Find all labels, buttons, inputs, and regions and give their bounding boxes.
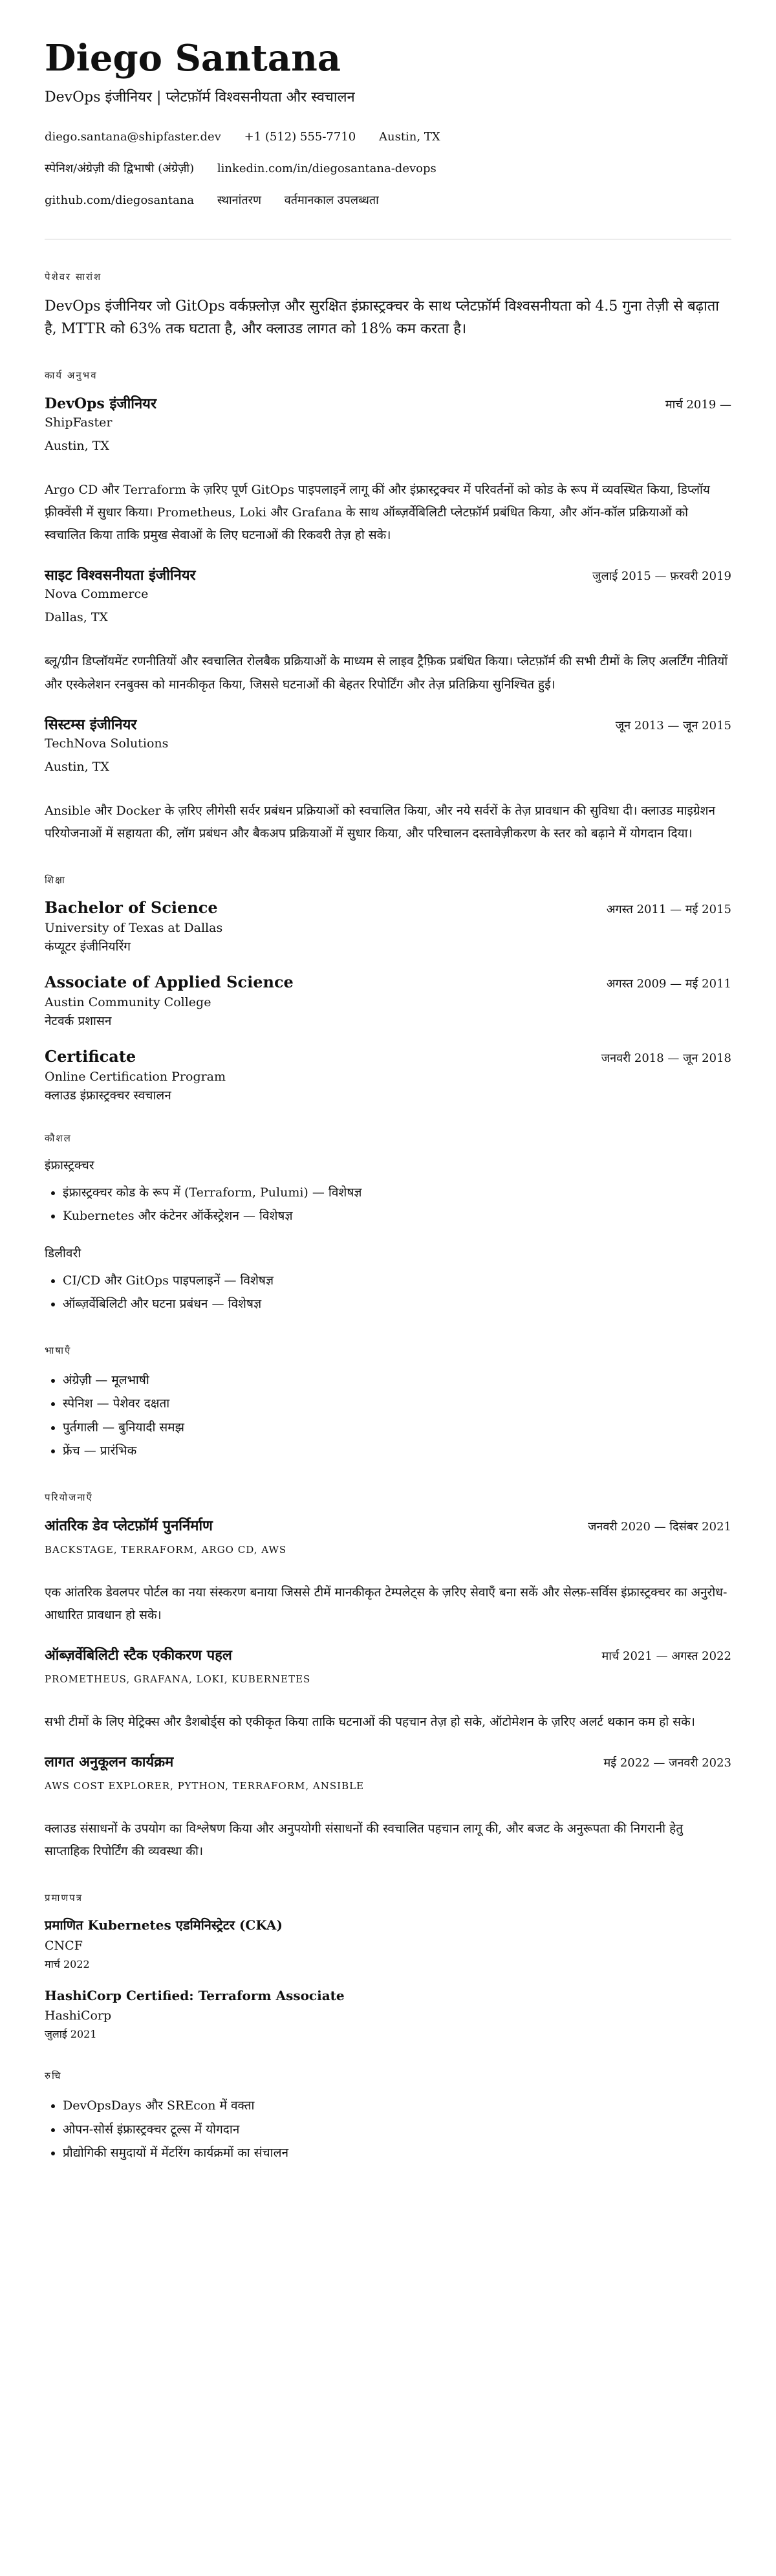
certification-name: HashiCorp Certified: Terraform Associate [45, 1988, 345, 2004]
contact-github[interactable]: github.com/diegosantana [45, 193, 195, 207]
education-degree: Associate of Applied Science [45, 972, 294, 991]
experience-location: Austin, TX [45, 759, 109, 774]
skill-group-title: इंफ्रास्ट्रक्चर [45, 1158, 94, 1172]
education-school: Austin Community College [45, 995, 211, 1009]
education-dates: जनवरी 2018 — जून 2018 [601, 1051, 731, 1065]
interest-item: • DevOpsDays और SREcon में वक्ता [63, 2094, 731, 2117]
skill-group-items [45, 1181, 731, 1227]
education-school: Online Certification Program [45, 1069, 226, 1084]
project-name: ऑब्ज़र्वेबिलिटी स्टैक एकीकरण पहल [45, 1646, 232, 1664]
experience-company: Nova Commerce [45, 587, 149, 602]
contact-languages: स्पेनिश/अंग्रेज़ी की द्विभाषी (अंग्रेज़ी) [45, 161, 195, 175]
contact-row-2 [45, 160, 731, 177]
experience-role: DevOps इंजीनियर [45, 395, 156, 412]
interests-section-title: रुचि [45, 2070, 62, 2082]
project-dates: जनवरी 2020 — दिसंबर 2021 [588, 1519, 731, 1534]
experience-section-title: कार्य अनुभव [45, 369, 98, 381]
interests-list [45, 2094, 731, 2164]
experience-item [45, 393, 731, 547]
contact-row-3 [45, 192, 731, 209]
education-degree: Certificate [45, 1046, 136, 1066]
language-item: • पुर्तगाली — बुनियादी समझ [63, 1416, 731, 1439]
interest-item: • प्रौद्योगिकी समुदायों में मेंटरिंग कार्यक्रमों का संचालन [63, 2141, 731, 2164]
experience-location: Dallas, TX [45, 610, 109, 625]
languages-section-title: भाषाएँ [45, 1345, 72, 1357]
contact-row-1 [45, 128, 731, 146]
project-dates: मई 2022 — जनवरी 2023 [603, 1756, 731, 1770]
project-tech: PROMETHEUS, GRAFANA, LOKI, KUBERNETES [45, 1673, 311, 1685]
experience-description: Ansible और Docker के ज़रिए लीगेसी सर्वर प्रबंधन प्रक्रियाओं को स्वचालित किया, और नये सर्वरों के तेज़ प्रावधान की सुविधा दी। क्लाउड माइग्रेशन परियोजनाओं में सहायता की, लॉग प्रबंधन और बैकअप प्रक्रियाओं में सुधार किया, और परिचालन दस्तावेज़ीकरण के स्तर को बढ़ाने में योगदान दिया। [45, 803, 716, 841]
experience-item [45, 565, 731, 696]
experience-dates: मार्च 2019 — [665, 397, 731, 412]
skill-item: • इंफ्रास्ट्रक्चर कोड के रूप में (Terraform, Pulumi) — विशेषज्ञ [63, 1181, 731, 1204]
experience-dates: जून 2013 — जून 2015 [615, 718, 731, 732]
certification-date: जुलाई 2021 [45, 2028, 97, 2041]
skill-group-title: डिलीवरी [45, 1246, 81, 1261]
experience-location: Austin, TX [45, 438, 109, 453]
skill-item: • CI/CD और GitOps पाइपलाइनें — विशेषज्ञ [63, 1269, 731, 1292]
certification-issuer: CNCF [45, 1939, 83, 1954]
education-list [45, 898, 731, 1103]
contact-phone[interactable]: +1 (512) 555-7710 [244, 129, 356, 144]
certifications-section-title: प्रमाणपत्र [45, 1892, 83, 1904]
experience-dates: जुलाई 2015 — फ़रवरी 2019 [592, 569, 731, 584]
education-field: नेटवर्क प्रशासन [45, 1013, 112, 1028]
language-item: • अंग्रेज़ी — मूलभाषी [63, 1369, 731, 1392]
projects-list [45, 1515, 731, 1864]
certification-name: प्रमाणित Kubernetes एडमिनिस्ट्रेटर (CKA) [45, 1917, 283, 1933]
summary-text: DevOps इंजीनियर जो GitOps वर्कफ़्लोज़ और सुरक्षित इंफ्रास्ट्रक्चर के साथ प्लेटफ़ॉर्म विश्वसनीयता को 4.5 गुना तेज़ी से बढ़ाता है, MTTR को 63% तक घटाता है, और क्लाउड लागत को 18% कम करता है। [45, 298, 719, 337]
experience-company: TechNova Solutions [45, 736, 169, 751]
contact-email[interactable]: diego.santana@shipfaster.dev [45, 129, 221, 144]
project-name: लागत अनुकूलन कार्यक्रम [45, 1754, 174, 1771]
project-description: सभी टीमों के लिए मेट्रिक्स और डैशबोर्ड्स को एकीकृत किया ताकि घटनाओं की पहचान तेज़ हो सके, ऑटोमेशन के ज़रिए अलर्ट थकान कम हो सके। [45, 1714, 695, 1729]
project-dates: मार्च 2021 — अगस्त 2022 [601, 1649, 731, 1663]
candidate-name: Diego Santana [45, 37, 341, 80]
candidate-headline: DevOps इंजीनियर | प्लेटफ़ॉर्म विश्वसनीयता और स्वचालन [45, 89, 355, 105]
certification-item [45, 1988, 731, 2041]
education-dates: अगस्त 2009 — मई 2011 [606, 976, 731, 991]
project-tech: AWS COST EXPLORER, PYTHON, TERRAFORM, ANSIBLE [45, 1780, 365, 1792]
language-item: • स्पेनिश — पेशेवर दक्षता [63, 1392, 731, 1415]
language-item: • फ्रेंच — प्रारंभिक [63, 1439, 731, 1462]
skills-list [45, 1156, 731, 1316]
project-item [45, 1515, 731, 1627]
education-section-title: शिक्षा [45, 874, 66, 886]
education-field: कंप्यूटर इंजीनियरिंग [45, 939, 131, 954]
interest-item: • ओपन-सोर्स इंफ्रास्ट्रक्चर टूल्स में योगदान [63, 2118, 731, 2141]
experience-company: ShipFaster [45, 415, 113, 430]
skill-group-items [45, 1269, 731, 1316]
summary-section-title: पेशेवर सारांश [45, 270, 102, 283]
contact-extra-1: स्थानांतरण [217, 193, 261, 207]
education-item [45, 898, 731, 954]
skill-item: • Kubernetes और कंटेनर ऑर्केस्ट्रेशन — विशेषज्ञ [63, 1204, 731, 1227]
project-tech: BACKSTAGE, TERRAFORM, ARGO CD, AWS [45, 1543, 287, 1556]
skill-item: • ऑब्ज़र्वेबिलिटी और घटना प्रबंधन — विशेषज्ञ [63, 1292, 731, 1316]
certification-date: मार्च 2022 [45, 1958, 90, 1971]
experience-list [45, 393, 731, 845]
education-degree: Bachelor of Science [45, 897, 218, 917]
skills-section-title: कौशल [45, 1132, 72, 1144]
certification-item [45, 1916, 731, 1971]
education-item [45, 1047, 731, 1103]
certification-issuer: HashiCorp [45, 2009, 112, 2023]
experience-description: ब्लू/ग्रीन डिप्लॉयमेंट रणनीतियों और स्वचालित रोलबैक प्रक्रियाओं के माध्यम से लाइव ट्रैफ़िक प्रबंधित किया। प्लेटफ़ॉर्म की सभी टीमों के लिए अलर्टिंग नीतियों और एस्केलेशन रनबुक्स को मानकीकृत किया, जिससे घटनाओं की बेहतर रिपोर्टिंग और तेज़ प्रतिक्रिया सुनिश्चित हुई। [45, 654, 728, 692]
contact-location: Austin, TX [378, 129, 440, 144]
experience-role: साइट विश्वसनीयता इंजीनियर [45, 567, 196, 584]
education-school: University of Texas at Dallas [45, 920, 223, 935]
project-description: क्लाउड संसाधनों के उपयोग का विश्लेषण किया और अनुपयोगी संसाधनों की स्वचालित पहचान लागू की, और बजट के अनुरूपता की निगरानी हेतु साप्ताहिक रिपोर्टिंग की व्यवस्था की। [45, 1822, 684, 1859]
contact-linkedin[interactable]: linkedin.com/in/diegosantana-devops [217, 161, 436, 175]
project-item [45, 1752, 731, 1863]
project-description: एक आंतरिक डेवलपर पोर्टल का नया संस्करण बनाया जिससे टीमें मानकीकृत टेम्पलेट्स के ज़रिए सेवाएँ बना सकें और सेल्फ़-सर्विस इंफ्रास्ट्रक्चर का अनुरोध-आधारित प्रावधान हो सके। [45, 1585, 727, 1622]
education-dates: अगस्त 2011 — मई 2015 [606, 902, 731, 916]
education-item [45, 973, 731, 1029]
experience-item [45, 714, 731, 845]
languages-list [45, 1369, 731, 1462]
experience-role: सिस्टम्स इंजीनियर [45, 716, 137, 733]
projects-section-title: परियोजनाएँ [45, 1491, 93, 1503]
certifications-list [45, 1916, 731, 2041]
project-name: आंतरिक डेव प्लेटफ़ॉर्म पुनर्निर्माण [45, 1517, 213, 1534]
contact-extra-2: वर्तमानकाल उपलब्धता [284, 193, 379, 207]
project-item [45, 1645, 731, 1734]
education-field: क्लाउड इंफ्रास्ट्रक्चर स्वचालन [45, 1088, 171, 1103]
experience-description: Argo CD और Terraform के ज़रिए पूर्ण GitOps पाइपलाइनें लागू कीं और इंफ्रास्ट्रक्चर में परिवर्तनों को कोड के रूप में व्यवस्थित किया, डिप्लॉय फ़्रीक्वेंसी में सुधार किया। Prometheus, Loki और Grafana के साथ ऑब्ज़र्वेबिलिटी प्लेटफ़ॉर्म प्रबंधित किया, और ऑन-कॉल प्रक्रियाओं को स्वचालित किया ताकि प्रमुख सेवाओं के लिए घटनाओं की रिकवरी तेज़ हो सके। [45, 482, 710, 543]
